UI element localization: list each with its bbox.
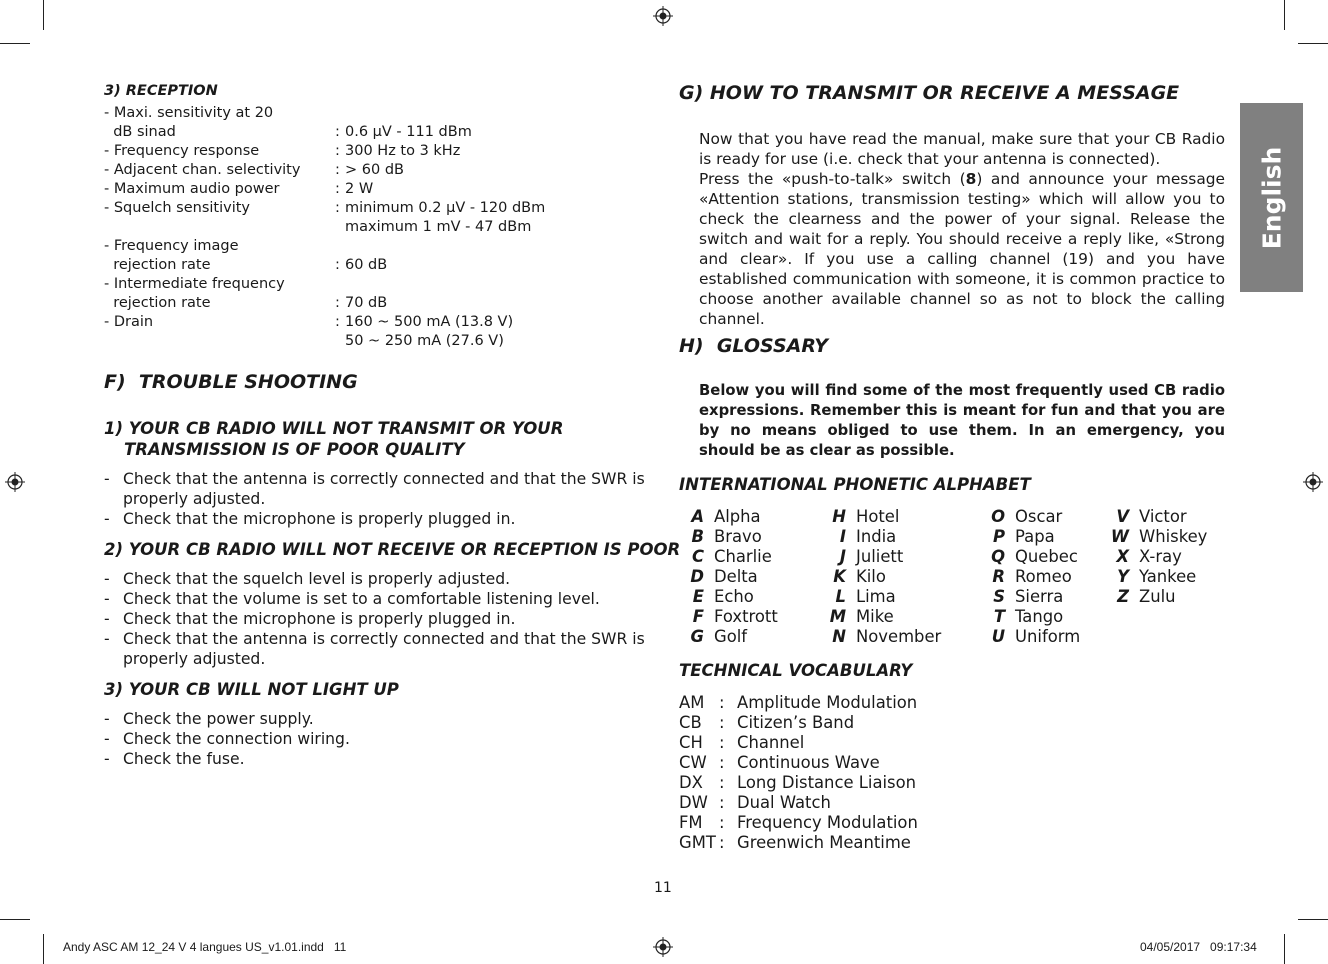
list-item: - Check that the antenna is correctly connected and that the SWR is properly adjusted.: [104, 629, 650, 669]
phonetic-word: Golf: [714, 627, 748, 646]
phonetic-word: Delta: [714, 567, 758, 586]
vocab-definition: Greenwich Meantime: [737, 833, 911, 852]
trouble-title: F) TROUBLE SHOOTING: [104, 371, 358, 393]
list-item: - Check that the microphone is properly plugged in.: [104, 609, 650, 629]
spec-row: [104, 180, 584, 199]
spec-label: - Maxi. sensitivity at 20: [104, 105, 274, 121]
phonetic-alphabet: [0, 507, 1328, 647]
spec-label: - Adjacent chan. selectivity: [104, 162, 301, 178]
phonetic-letter: L: [835, 587, 846, 606]
spec-colon: :: [335, 257, 340, 273]
phonetic-word: Victor: [1139, 507, 1187, 526]
list-item: - Check the connection wiring.: [104, 729, 650, 749]
phonetic-word: Echo: [714, 587, 754, 606]
spec-row: [104, 142, 584, 161]
list-item: - Check that the microphone is properly plugged in.: [104, 509, 650, 529]
vocab-colon: :: [719, 753, 725, 772]
vocab-entry: [679, 793, 1079, 813]
vocab-colon: :: [719, 693, 725, 712]
vocab-definition: Dual Watch: [737, 793, 831, 812]
phonetic-letter: Q: [991, 547, 1005, 566]
spec-colon: :: [335, 295, 340, 311]
howto-paragraph: [699, 129, 1225, 329]
vocab-colon: :: [719, 793, 725, 812]
glossary-intro: Below you will find some of the most frequently used CB radio expressions. Remember this is meant for fun and that you are by no means obliged to use them. In an emergency, you should be as clear as possible.: [699, 382, 1225, 459]
registration-mark-icon: [1303, 472, 1323, 492]
vocab-definition: Long Distance Liaison: [737, 773, 916, 792]
language-tab: [1240, 103, 1303, 292]
phonetic-letter: Z: [1117, 587, 1129, 606]
spec-label: rejection rate: [104, 294, 211, 311]
spec-row: [104, 104, 584, 142]
spec-label: - Maximum audio power: [104, 181, 280, 197]
phonetic-letter: E: [692, 587, 704, 606]
phonetic-letter: N: [832, 627, 846, 646]
phonetic-letter: U: [991, 627, 1005, 646]
howto-p2-rest: ) and announce your message «Attention stations, transmission testing» which will allow you to check the clearness and the power of your signal. Release the switch and wait for a reply. You should receive a reply like, «Strong and clear». If you use a calling channel (19) and you have established communication with someone, it is common practice to choose another available channel so as not to block the calling channel.: [699, 170, 1225, 328]
phonetic-word: Papa: [1015, 527, 1055, 546]
vocab-abbr: CH: [679, 733, 703, 752]
spec-colon: :: [335, 314, 340, 330]
list-item: - Check that the antenna is correctly connected and that the SWR is properly adjusted.: [104, 469, 650, 509]
vocab-entry: [679, 813, 1079, 833]
language-tab-label: English: [1257, 146, 1286, 249]
phonetic-letter: Y: [1117, 567, 1129, 586]
vocab-definition: Citizen’s Band: [737, 713, 855, 732]
spec-label: rejection rate: [104, 256, 211, 273]
page-number: 11: [654, 880, 672, 896]
phonetic-word: X-ray: [1139, 547, 1182, 566]
spec-value: maximum 1 mV - 47 dBm: [345, 218, 532, 235]
trouble-s3-title: 3) YOUR CB WILL NOT LIGHT UP: [104, 680, 399, 699]
phonetic-letter: I: [839, 527, 846, 546]
footer-datetime: 04/05/2017 09:17:34: [1140, 940, 1257, 954]
spec-value: 0.6 µV - 111 dBm: [345, 124, 472, 140]
trouble-s1-title-line: 1) YOUR CB RADIO WILL NOT TRANSMIT OR YOUR: [104, 419, 564, 438]
phonetic-letter: C: [691, 547, 704, 566]
spec-value: 50 ~ 250 mA (27.6 V): [345, 332, 504, 349]
crop-mark: [1284, 0, 1285, 30]
spec-colon: :: [335, 143, 340, 159]
vocab-entry: [679, 713, 1079, 733]
spec-label: - Intermediate frequency: [104, 276, 285, 292]
phonetic-word: Romeo: [1015, 567, 1072, 586]
phonetic-word: Hotel: [856, 507, 900, 526]
spec-value: > 60 dB: [345, 162, 404, 178]
spec-row: [104, 161, 584, 180]
phonetic-word: Zulu: [1139, 587, 1176, 606]
howto-p2-start: Press the «push-to-talk» switch (: [699, 170, 966, 188]
spec-row: [104, 199, 584, 237]
phonetic-letter: P: [992, 527, 1005, 546]
spec-value: 2 W: [345, 181, 374, 197]
phonetic-title: INTERNATIONAL PHONETIC ALPHABET: [679, 475, 1031, 494]
vocab-colon: :: [719, 813, 725, 832]
vocab-colon: :: [719, 733, 725, 752]
phonetic-word: Tango: [1015, 607, 1064, 626]
phonetic-word: Kilo: [856, 567, 886, 586]
phonetic-letter: K: [833, 567, 846, 586]
phonetic-word: Whiskey: [1139, 527, 1208, 546]
spec-colon: :: [335, 124, 340, 140]
phonetic-word: November: [856, 627, 942, 646]
technical-vocabulary: [679, 693, 1079, 853]
phonetic-letter: R: [992, 567, 1005, 586]
spec-value: 160 ~ 500 mA (13.8 V): [345, 314, 514, 330]
phonetic-letter: B: [691, 527, 704, 546]
vocab-abbr: DX: [679, 773, 703, 792]
footer-file: Andy ASC AM 12_24 V 4 langues US_v1.01.indd 11: [63, 940, 347, 954]
vocab-colon: :: [719, 833, 725, 852]
trouble-s1-title: [104, 418, 563, 460]
phonetic-letter: M: [829, 607, 846, 626]
crop-mark: [0, 919, 30, 920]
spec-value: minimum 0.2 µV - 120 dBm: [345, 200, 546, 216]
trouble-s3-list: [104, 709, 650, 769]
vocab-abbr: DW: [679, 793, 708, 812]
spec-label: dB sinad: [104, 123, 176, 140]
phonetic-word: Juliett: [856, 547, 904, 566]
vocab-entry: [679, 733, 1079, 753]
vocab-entry: [679, 753, 1079, 773]
list-item: - Check that the squelch level is properly adjusted.: [104, 569, 650, 589]
vocab-definition: Channel: [737, 733, 805, 752]
spec-colon: :: [335, 162, 340, 178]
spec-label: - Frequency image: [104, 238, 239, 254]
vocab-colon: :: [719, 773, 725, 792]
phonetic-word: Charlie: [714, 547, 772, 566]
phonetic-letter: S: [993, 587, 1005, 606]
phonetic-word: Alpha: [714, 507, 761, 526]
phonetic-word: Mike: [856, 607, 894, 626]
spec-row: [104, 237, 584, 275]
phonetic-letter: T: [993, 607, 1005, 626]
phonetic-letter: D: [690, 567, 704, 586]
vocab-colon: :: [719, 713, 725, 732]
spec-row: [104, 313, 584, 351]
registration-mark-icon: [5, 472, 25, 492]
phonetic-letter: H: [832, 507, 846, 526]
reception-specs: [104, 104, 584, 351]
phonetic-letter: A: [691, 507, 704, 526]
spec-value: 70 dB: [345, 295, 388, 311]
vocab-abbr: GMT: [679, 833, 716, 852]
howto-p2: [699, 169, 1225, 329]
phonetic-letter: O: [991, 507, 1005, 526]
vocab-title: TECHNICAL VOCABULARY: [679, 661, 913, 680]
phonetic-word: Bravo: [714, 527, 762, 546]
crop-mark: [1298, 919, 1328, 920]
switch-number: 8: [965, 170, 977, 188]
phonetic-word: Lima: [856, 587, 896, 606]
spec-value: 60 dB: [345, 257, 388, 273]
glossary-title: H) GLOSSARY: [679, 335, 829, 357]
phonetic-word: Quebec: [1015, 547, 1078, 566]
phonetic-letter: V: [1116, 507, 1129, 526]
spec-colon: :: [335, 181, 340, 197]
vocab-abbr: CB: [679, 713, 702, 732]
phonetic-word: Oscar: [1015, 507, 1063, 526]
list-item: - Check that the volume is set to a comfortable listening level.: [104, 589, 650, 609]
vocab-entry: [679, 833, 1079, 853]
spec-value: 300 Hz to 3 kHz: [345, 143, 461, 159]
phonetic-word: India: [856, 527, 897, 546]
trouble-s1-title-line: TRANSMISSION IS OF POOR QUALITY: [124, 440, 465, 459]
phonetic-word: Uniform: [1015, 627, 1081, 646]
phonetic-letter: J: [839, 547, 846, 566]
phonetic-word: Foxtrott: [714, 607, 778, 626]
howto-p1: Now that you have read the manual, make sure that your CB Radio is ready for use (i.e. check that your antenna is connected).: [699, 130, 1225, 168]
spec-label: - Squelch sensitivity: [104, 200, 250, 216]
vocab-entry: [679, 693, 1079, 713]
list-item: - Check the power supply.: [104, 709, 650, 729]
crop-mark: [43, 0, 44, 30]
phonetic-letter: G: [690, 627, 704, 646]
phonetic-word: Sierra: [1015, 587, 1064, 606]
vocab-definition: Continuous Wave: [737, 753, 880, 772]
crop-mark: [1284, 934, 1285, 964]
vocab-definition: Amplitude Modulation: [737, 693, 918, 712]
vocab-abbr: AM: [679, 693, 705, 712]
howto-title: G) HOW TO TRANSMIT OR RECEIVE A MESSAGE: [679, 82, 1180, 104]
vocab-definition: Frequency Modulation: [737, 813, 918, 832]
crop-mark: [43, 934, 44, 964]
registration-mark-icon: [653, 937, 673, 957]
crop-mark: [1298, 43, 1328, 44]
phonetic-word: Yankee: [1139, 567, 1197, 586]
reception-title: 3) RECEPTION: [104, 83, 218, 99]
spec-row: [104, 275, 584, 313]
crop-mark: [0, 43, 30, 44]
spec-label: - Frequency response: [104, 143, 260, 159]
list-item: - Check the fuse.: [104, 749, 650, 769]
spec-colon: :: [335, 200, 340, 216]
vocab-entry: [679, 773, 1079, 793]
vocab-abbr: CW: [679, 753, 707, 772]
trouble-s2-title: 2) YOUR CB RADIO WILL NOT RECEIVE OR RECEPTION IS POOR: [104, 540, 681, 559]
registration-mark-icon: [653, 6, 673, 26]
phonetic-letter: F: [692, 607, 704, 626]
spec-label: - Drain: [104, 314, 154, 330]
vocab-abbr: FM: [679, 813, 703, 832]
phonetic-letter: W: [1110, 527, 1129, 546]
phonetic-letter: X: [1116, 547, 1129, 566]
